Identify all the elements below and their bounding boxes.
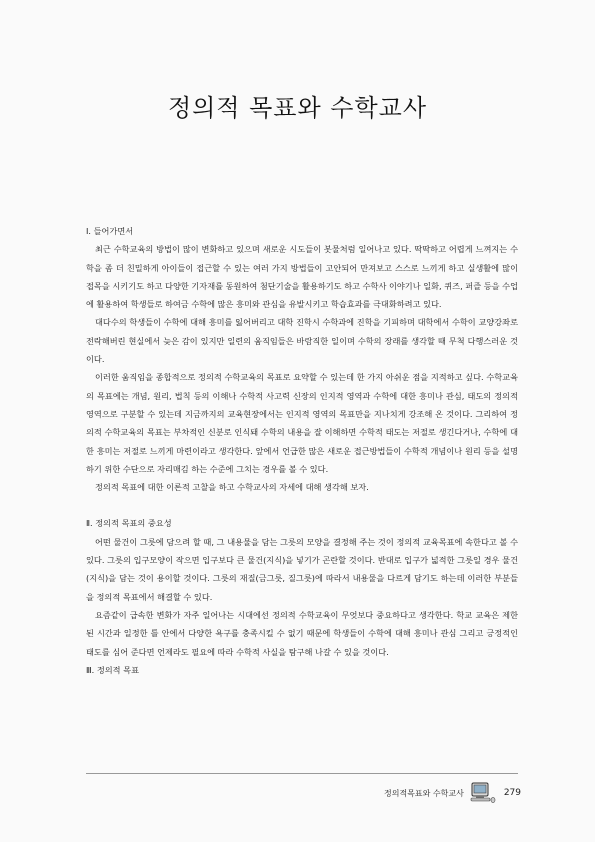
section-heading-importance: Ⅱ. 정의적 목표의 중요성 — [86, 518, 172, 529]
section-spacer — [86, 496, 518, 514]
page-number: 279 — [503, 788, 521, 798]
footer-divider — [86, 773, 518, 774]
paragraph: 대다수의 학생들이 수학에 대해 흥미를 잃어버리고 대학 진학시 수학과에 진학을 기피하며 대학에서 수학이 교양강좌로 전락해버린 현실에서 늦은 감이 있지만 일련의 움직임들은 바람직한 일이며 수학의 장래를 생각할 때 무척 다행스러운 것이다. — [86, 317, 518, 365]
paragraph: 정의적 목표에 대한 이론적 고찰을 하고 수학교사의 자세에 대해 생각해 보자. — [95, 482, 369, 493]
page-footer — [384, 782, 521, 804]
section-heading-affective-goals: Ⅲ. 정의적 목표 — [86, 664, 139, 675]
document-body — [86, 222, 518, 679]
paragraph: 어떤 물건이 그릇에 담으려 할 때, 그 내용물을 담는 그릇의 모양을 결정해 주는 것이 정의적 교육목표에 속한다고 볼 수 있다. 그릇의 입구모양이 작으면 입구보다 큰 물건(지식)을 넣기가 곤란할 것이다. 반대로 입구가 넓적한 그릇일 경우 물건(지식)을 담는 것이 용이할 것이다. 그릇의 재질(금그릇, 질그릇)에 따라서 내용물을 다르게 담기도 하는데 이러한 부분들을 정의적 목표에서 해결할 수 있다. — [86, 536, 518, 602]
section-heading-introduction: Ⅰ. 들어가면서 — [86, 226, 134, 236]
paragraph: 요즘같이 급속한 변화가 자주 일어나는 시대에선 정의적 수학교육이 무엇보다 중요하다고 생각한다. 학교 교육은 제한된 시간과 일정한 틀 안에서 다양한 욕구를 충족시킬 수 없기 때문에 학생들이 수학에 대해 흥미나 관심 그리고 긍정적인 태도를 심어 준다면 언제라도 필요에 따라 수학적 사실을 탐구해 나갈 수 있을 것이다. — [86, 609, 518, 657]
paragraph: 최근 수학교육의 방법이 많이 변화하고 있으며 새로운 시도들이 봇물처럼 일어나고 있다. 딱딱하고 어렵게 느껴지는 수학을 좀 더 친밀하게 아이들이 접근할 수 있는 여러 가지 방법들이 고안되어 만져보고 스스로 느끼게 하고 실생활에 많이 접목을 시키기도 하고 다양한 기자재를 동원하여 첨단기술을 활용하기도 하고 수학사 이야기나 일화, 퀴즈, 퍼즐 등을 수업에 활용하여 학생들로 하여금 수학에 많은 흥미와 관심을 유발시키고 학습효과를 극대화하려고 있다. — [86, 244, 518, 310]
page-title: 정의적 목표와 수학교사 — [167, 94, 428, 122]
computer-icon — [470, 782, 496, 804]
running-footer-title: 정의적목표와 수학교사 — [383, 788, 464, 798]
paragraph: 이러한 움직임을 종합적으로 정의적 수학교육의 목표로 요약할 수 있는데 한 가지 아쉬운 점을 지적하고 싶다. 수학교육의 목표에는 개념, 원리, 법칙 등의 이해나 수학적 사고력 신장의 인지적 영역과 수학에 대한 흥미나 관심, 태도의 정의적 영역으로 구분할 수 있는데 지금까지의 교육현장에서는 인지적 영역의 목표만을 지나치게 강조해 온 것이다. 그리하여 정의적 수학교육의 목표는 부차적인 신분로 인식돼 수학의 내용을 잘 이해하면 수학적 태도는 저절로 생긴다거나, 수학에 대한 흥미는 저절로 느끼게 마련이라고 생각한다. 앞에서 언급한 많은 새로운 접근방법들이 수학적 개념이나 원리 등을 설명하기 위한 수단으로 자리매김 하는 수준에 그치는 경우를 볼 수 있다. — [86, 372, 518, 474]
